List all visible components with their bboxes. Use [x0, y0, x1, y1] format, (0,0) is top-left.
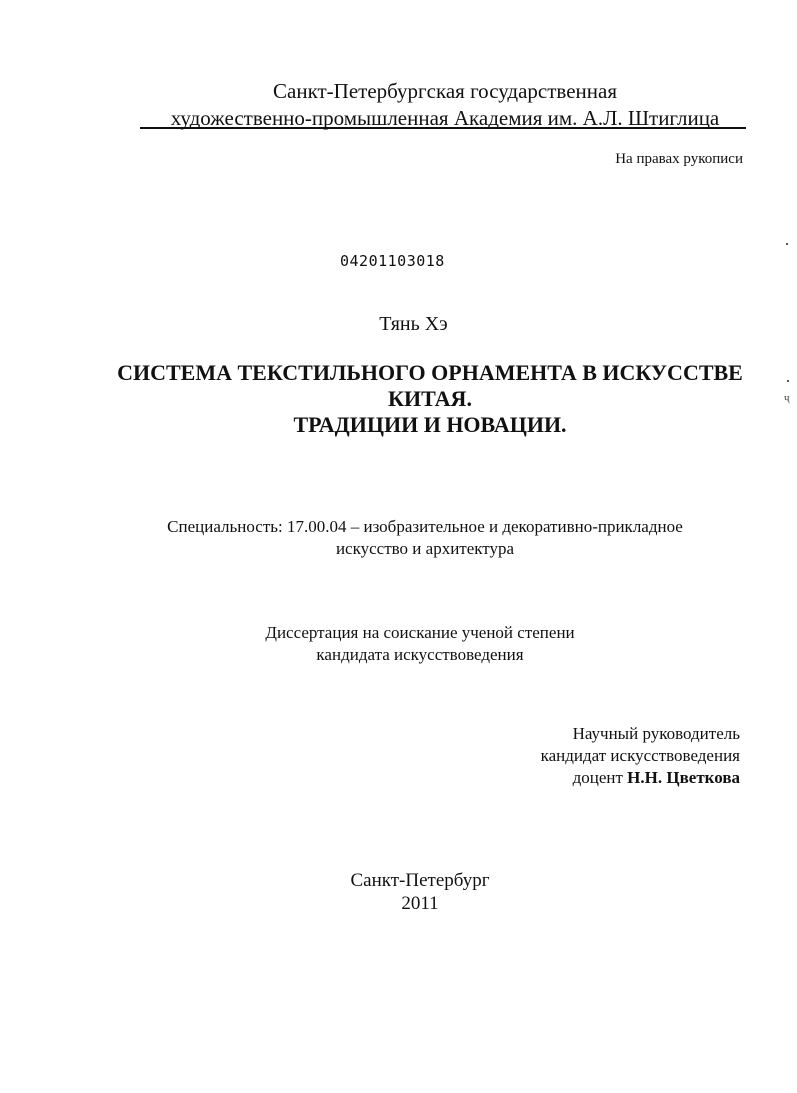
title-line-2: КИТАЯ.	[388, 386, 472, 411]
institution-line-2: художественно-промышленная Академия им. А.Л. Штиглица	[170, 106, 720, 130]
place: Санкт-Петербург	[350, 870, 490, 891]
author-name-text: Тянь Хэ	[379, 313, 448, 335]
title-line-1: СИСТЕМА ТЕКСТИЛЬНОГО ОРНАМЕНТА В ИСКУССТВЕ	[117, 360, 743, 385]
supervisor-title: доцент	[572, 768, 623, 787]
supervisor-name-line	[541, 767, 740, 789]
place-and-year	[100, 869, 740, 915]
rights-note: На правах рукописи	[615, 151, 743, 167]
supervisor-degree: кандидат искусствоведения	[540, 746, 740, 765]
specialty-line-2: искусство и архитектура	[335, 539, 515, 558]
dissertation-title	[100, 360, 760, 438]
degree-line-2: кандидата искусствоведения	[316, 645, 524, 664]
supervisor-name: Н.Н. Цветкова	[627, 768, 740, 787]
author-name	[0, 313, 797, 336]
specialty	[100, 516, 750, 560]
supervisor-role: Научный руководитель	[572, 724, 740, 743]
supervisor-block	[541, 723, 740, 789]
title-line-3: ТРАДИЦИИ И НОВАЦИИ.	[293, 412, 567, 437]
scan-speck	[786, 243, 788, 245]
year: 2011	[401, 893, 439, 914]
document-code: 04201103018	[340, 252, 445, 270]
header-divider	[140, 127, 746, 129]
degree-line-1: Диссертация на соискание ученой степени	[265, 623, 575, 642]
institution-name	[140, 78, 750, 132]
specialty-line-1: Специальность: 17.00.04 – изобразительное и декоративно-прикладное	[167, 517, 683, 536]
scan-speck	[787, 380, 789, 382]
margin-mark-icon: ҷ	[784, 392, 790, 404]
degree-statement	[100, 622, 740, 666]
institution-line-1: Санкт-Петербургская государственная	[273, 79, 617, 103]
